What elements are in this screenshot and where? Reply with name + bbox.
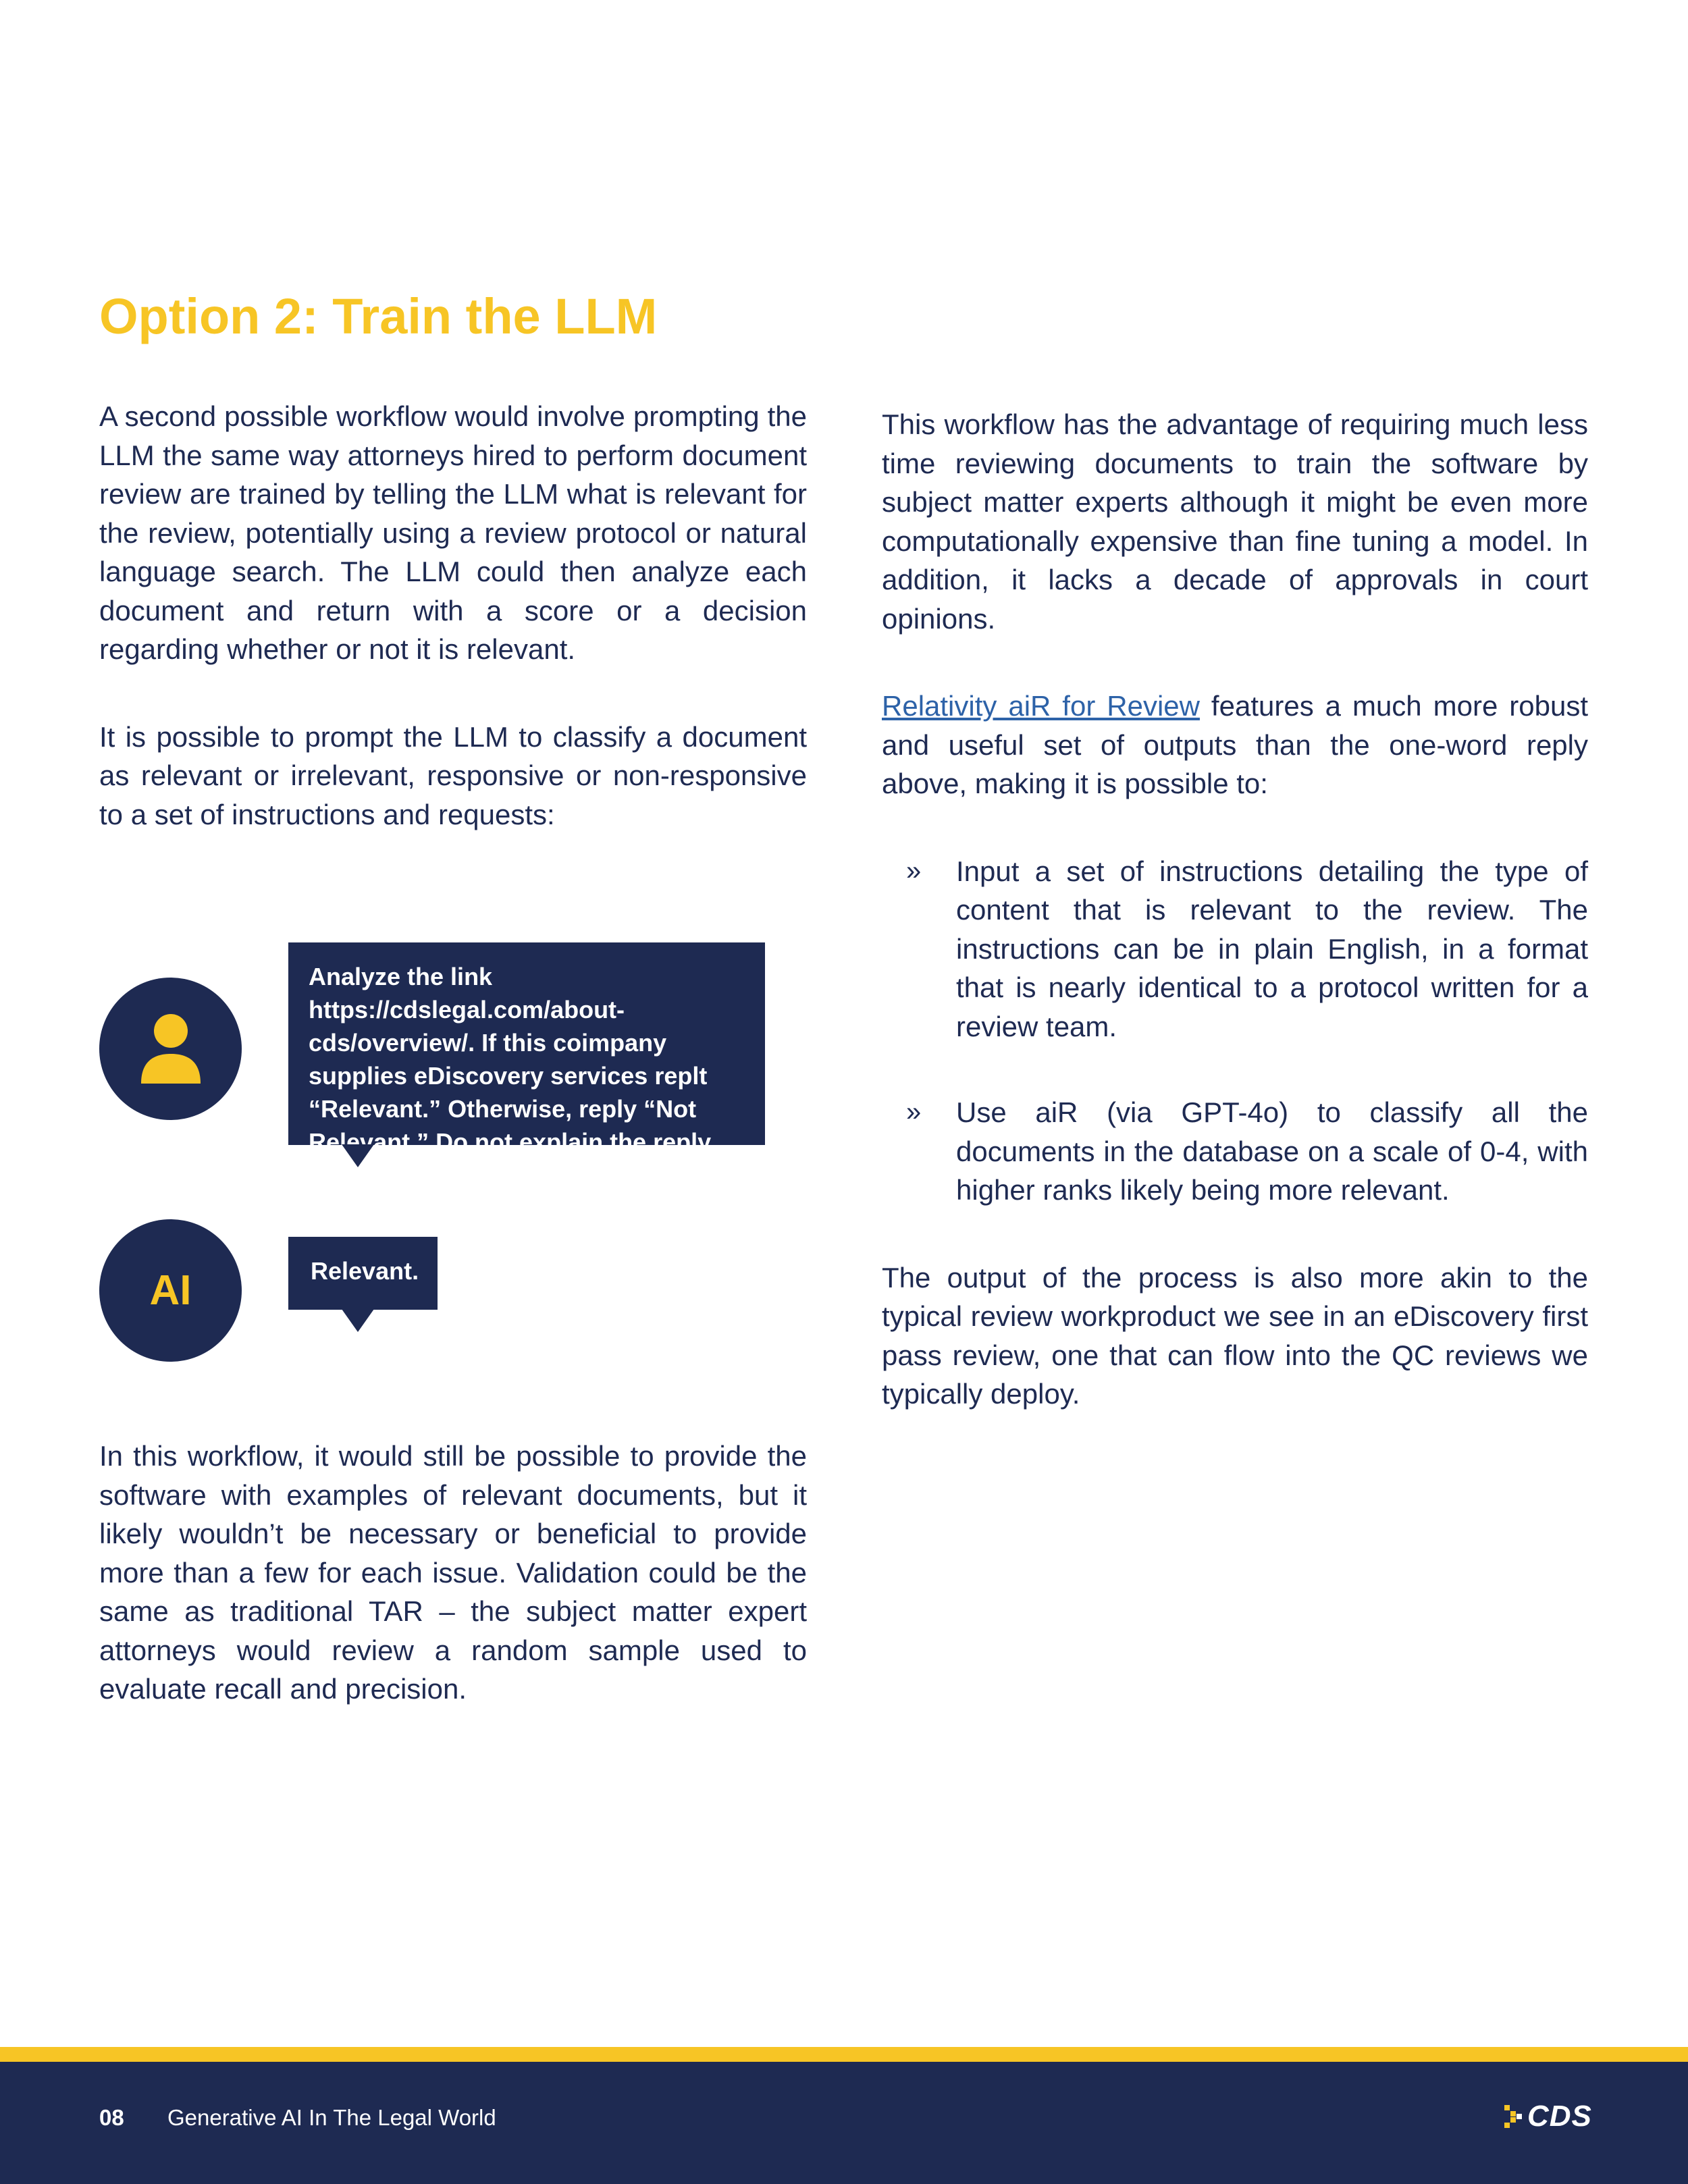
- relativity-air-link[interactable]: Relativity aiR for Review: [882, 690, 1200, 722]
- footer-accent-stripe: [0, 2047, 1688, 2062]
- reply-bubble: Relevant.: [288, 1237, 438, 1310]
- right-paragraph-2: [882, 687, 1588, 803]
- right-paragraph-1: This workflow has the advantage of requiring much less time reviewing documents to train the software by subject matter experts although it might be even more computationally expensive than fine tuning a model. In addition, it lacks a decade of approvals in court opinions.: [882, 408, 1588, 635]
- reply-bubble-tail: [342, 1309, 374, 1332]
- list-item: [882, 852, 1588, 1046]
- bullet-marker: »: [906, 1097, 922, 1127]
- page-title: Option 2: Train the LLM: [99, 288, 658, 344]
- logo-text: CDS: [1527, 2100, 1592, 2133]
- list-item: [882, 1093, 1588, 1210]
- bullet-marker: »: [906, 855, 922, 886]
- list-item-text: Use aiR (via GPT-4o) to classify all the documents in the database on a scale of 0-4, with higher ranks likely being more relevant.: [956, 1096, 1588, 1206]
- prompt-bubble-tail: [342, 1144, 374, 1167]
- right-column: [882, 405, 1588, 1414]
- left-column-bottom: [99, 1437, 807, 1709]
- left-paragraph-3: In this workflow, it would still be possible to provide the software with examples of relevant documents, but it likely wouldn’t be necessary or beneficial to provide more than a few for each issue. Validation could be the same as traditional TAR – the subject matter expert attorneys would review a random sample used to evaluate recall and precision.: [99, 1440, 807, 1705]
- footer: [0, 2062, 1688, 2184]
- document-title: Generative AI In The Legal World: [167, 2105, 496, 2130]
- cds-logo: [1504, 2100, 1592, 2133]
- feature-list: [882, 852, 1588, 1210]
- user-icon: [137, 1012, 205, 1086]
- left-paragraph-2: It is possible to prompt the LLM to classify a document as relevant or irrelevant, responsive or non-responsive to a set of instructions and requests:: [99, 720, 807, 830]
- page-number: 08: [99, 2105, 124, 2130]
- list-item-text: Input a set of instructions detailing the type of content that is relevant to the review. The instructions can be in plain English, in a format that is nearly identical to a protocol written for a review team.: [956, 855, 1588, 1042]
- right-paragraph-3: The output of the process is also more akin to the typical review workproduct we see in an eDiscovery first pass review, one that can flow into the QC reviews we typically deploy.: [882, 1261, 1588, 1410]
- logo-chevron-icon: [1504, 2105, 1525, 2128]
- right-paragraph-2-text: features a much more robust and useful set of outputs than the one-word reply above, making it is possible to:: [882, 690, 1588, 799]
- ai-avatar: [99, 1219, 242, 1362]
- prompt-bubble: Analyze the link https://cdslegal.com/about-cds/overview/. If this coimpany supplies eDiscovery services replt “Relevant.” Otherwise, reply “Not Relevant.” Do not explain the reply.: [288, 942, 765, 1145]
- user-avatar: [99, 978, 242, 1120]
- ai-avatar-label: AI: [149, 1267, 192, 1314]
- left-paragraph-1: A second possible workflow would involve prompting the LLM the same way attorneys hired to perform document review are trained by telling the LLM what is relevant for the review, potentially using a review protocol or natural language search. The LLM could then analyze each document and return with a score or a decision regarding whether or not it is relevant.: [99, 400, 807, 665]
- left-column-top: [99, 397, 807, 834]
